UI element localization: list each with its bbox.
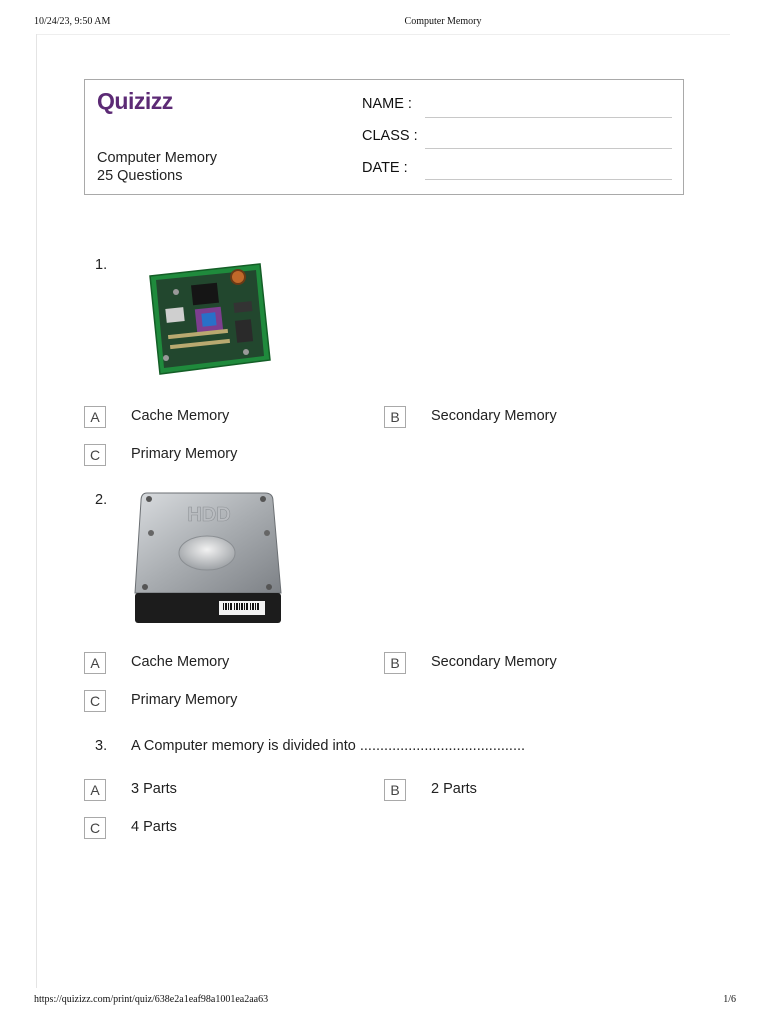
print-url[interactable]: https://quizizz.com/print/quiz/638e2a1eaf98a1001ea2aa63 [34, 994, 269, 1005]
question-number: 3. [95, 738, 108, 754]
question-count: 25 Questions [97, 168, 183, 184]
option-b-marker[interactable]: B [384, 779, 406, 801]
option-c-label[interactable]: Primary Memory [131, 692, 238, 708]
option-b-marker[interactable]: B [384, 652, 406, 674]
print-datetime: 10/24/23, 9:50 AM [34, 16, 111, 27]
option-a-label[interactable]: 3 Parts [131, 781, 177, 797]
option-c-label[interactable]: Primary Memory [131, 446, 238, 462]
option-c-marker[interactable]: C [84, 444, 106, 466]
option-a-marker[interactable]: A [84, 652, 106, 674]
question-number: 2. [95, 492, 108, 508]
page-number: 1/6 [723, 994, 736, 1005]
header-divider [36, 34, 730, 35]
class-label: CLASS : [362, 128, 418, 144]
option-b-label[interactable]: Secondary Memory [431, 654, 557, 670]
question-text: A Computer memory is divided into ......................................... [131, 738, 526, 754]
logo-wordmark: Quizizz [97, 89, 173, 114]
class-field-line [425, 148, 672, 149]
print-title: Computer Memory [404, 16, 482, 27]
left-margin-rule [36, 34, 37, 988]
option-a-marker[interactable]: A [84, 779, 106, 801]
name-label: NAME : [362, 96, 412, 112]
option-b-marker[interactable]: B [384, 406, 406, 428]
quiz-title: Computer Memory [97, 150, 218, 166]
hdd-engraved-text: HDD [187, 504, 231, 526]
option-b-label[interactable]: Secondary Memory [431, 408, 557, 424]
option-a-label[interactable]: Cache Memory [131, 408, 230, 424]
question-number: 1. [95, 257, 108, 273]
option-a-label[interactable]: Cache Memory [131, 654, 230, 670]
quiz-info-box [84, 79, 684, 195]
print-footer [0, 994, 768, 1008]
option-b-label[interactable]: 2 Parts [431, 781, 477, 797]
option-c-label[interactable]: 4 Parts [131, 819, 177, 835]
option-c-marker[interactable]: C [84, 817, 106, 839]
circuit-board-image [146, 262, 274, 383]
date-field-line [425, 179, 672, 180]
quizizz-logo [97, 89, 187, 122]
option-c-marker[interactable]: C [84, 690, 106, 712]
quizizz-logo-mark [97, 89, 187, 115]
hard-disk-drive-image [131, 489, 285, 634]
name-field-line [425, 117, 672, 118]
print-header [0, 16, 768, 30]
option-a-marker[interactable]: A [84, 406, 106, 428]
date-label: DATE : [362, 160, 408, 176]
